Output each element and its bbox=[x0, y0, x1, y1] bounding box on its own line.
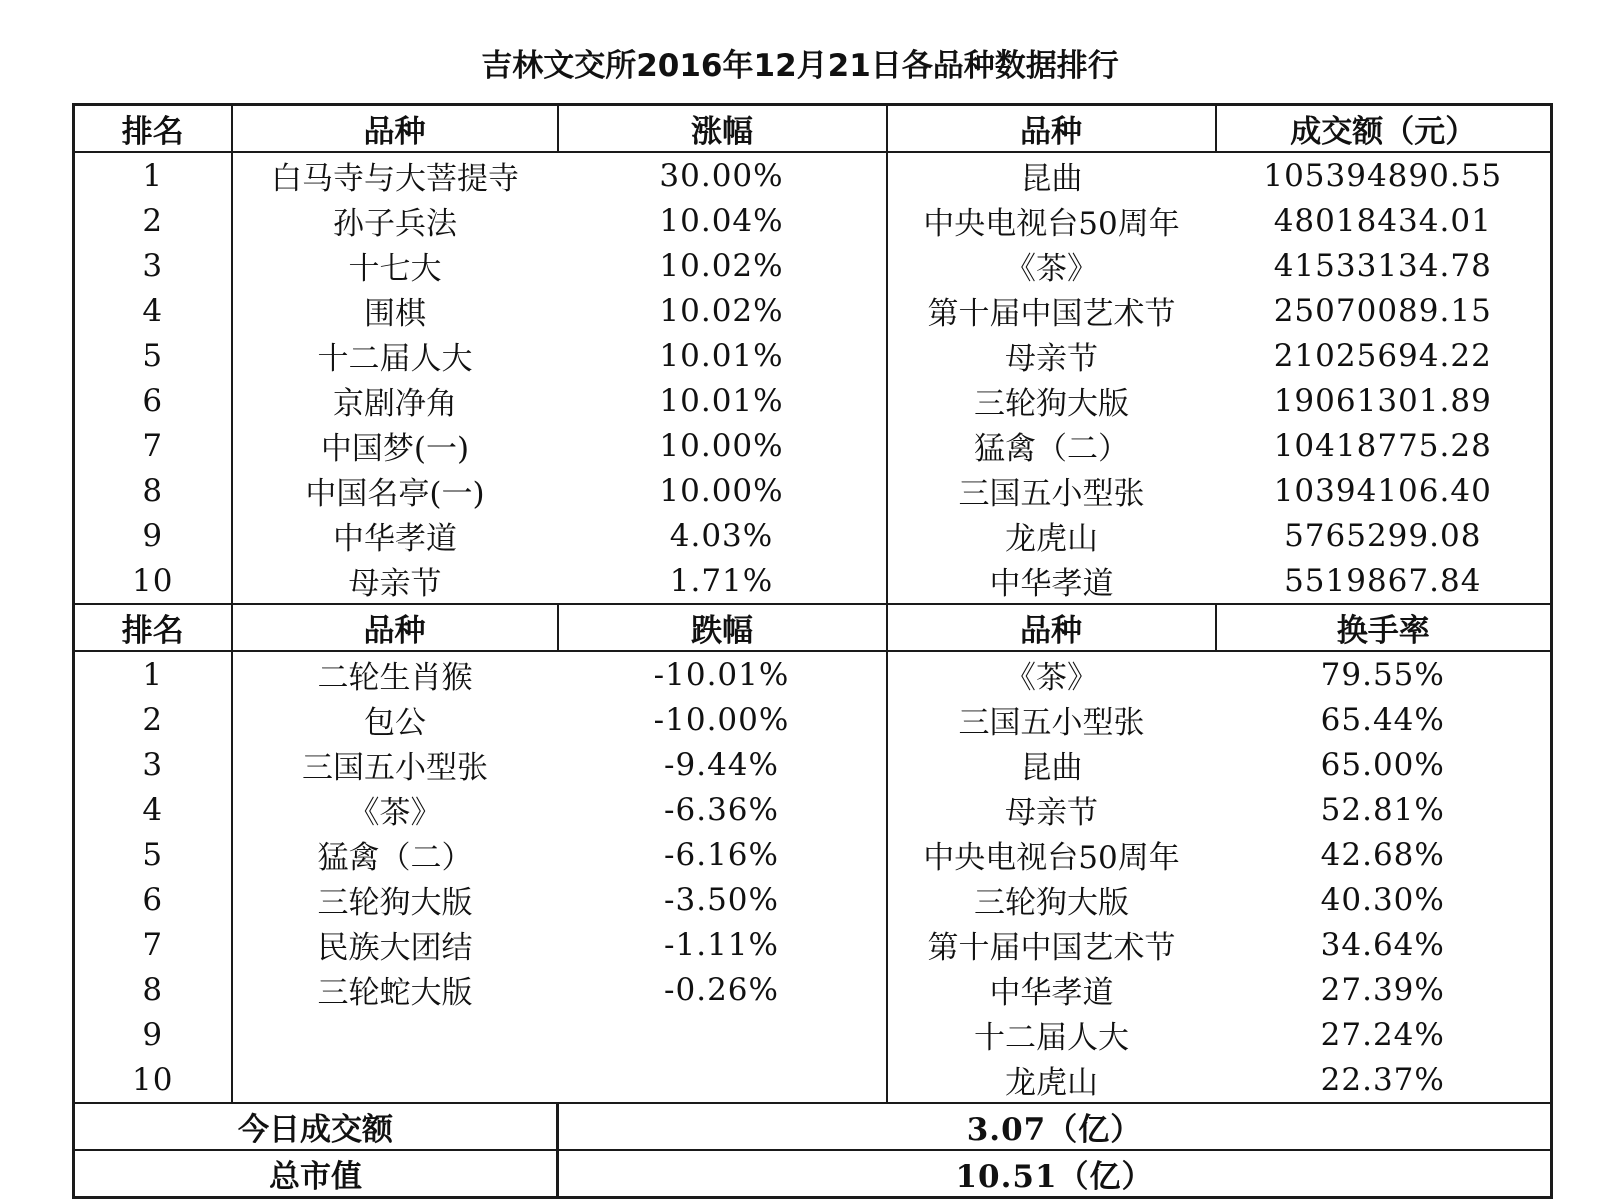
value-cell: 10394106.40 bbox=[1216, 468, 1552, 513]
variety-cell: 母亲节 bbox=[887, 333, 1216, 378]
variety-cell: 中华孝道 bbox=[887, 558, 1216, 604]
table-row bbox=[74, 651, 1552, 697]
variety-cell: 猛禽（二） bbox=[887, 423, 1216, 468]
variety-cell: 三国五小型张 bbox=[887, 697, 1216, 742]
variety-cell: 猛禽（二） bbox=[232, 832, 558, 877]
table-row bbox=[74, 832, 1552, 877]
table-row bbox=[74, 1057, 1552, 1103]
gainers-header-name: 品种 bbox=[232, 105, 558, 153]
variety-cell: 民族大团结 bbox=[232, 922, 558, 967]
variety-cell: 白马寺与大菩提寺 bbox=[232, 152, 558, 198]
table-row bbox=[74, 697, 1552, 742]
value-cell: 27.24% bbox=[1216, 1012, 1552, 1057]
change-cell: 10.04% bbox=[558, 198, 887, 243]
variety-cell: 母亲节 bbox=[232, 558, 558, 604]
change-cell: 1.71% bbox=[558, 558, 887, 604]
rank-cell: 1 bbox=[74, 651, 232, 697]
change-cell: 30.00% bbox=[558, 152, 887, 198]
summary-value: 3.07（亿） bbox=[558, 1103, 1552, 1150]
variety-cell: 《茶》 bbox=[887, 651, 1216, 697]
table-row bbox=[74, 468, 1552, 513]
summary-row bbox=[74, 1150, 1552, 1198]
change-cell: 10.00% bbox=[558, 468, 887, 513]
variety-cell: 中国梦(一) bbox=[232, 423, 558, 468]
table-row bbox=[74, 152, 1552, 198]
variety-cell: 昆曲 bbox=[887, 152, 1216, 198]
variety-cell: 中央电视台50周年 bbox=[887, 198, 1216, 243]
table-row bbox=[74, 922, 1552, 967]
gainers-header-value-name: 品种 bbox=[887, 105, 1216, 153]
change-cell: -10.01% bbox=[558, 651, 887, 697]
losers-header-value: 换手率 bbox=[1216, 604, 1552, 651]
variety-cell: 三国五小型张 bbox=[232, 742, 558, 787]
rank-cell: 7 bbox=[74, 423, 232, 468]
variety-cell: 龙虎山 bbox=[887, 1057, 1216, 1103]
table-row bbox=[74, 423, 1552, 468]
losers-header-row bbox=[74, 604, 1552, 651]
rank-cell: 8 bbox=[74, 468, 232, 513]
value-cell: 105394890.55 bbox=[1216, 152, 1552, 198]
rank-cell: 9 bbox=[74, 513, 232, 558]
value-cell: 25070089.15 bbox=[1216, 288, 1552, 333]
value-cell: 65.00% bbox=[1216, 742, 1552, 787]
empty-cell bbox=[232, 1012, 887, 1057]
variety-cell: 第十届中国艺术节 bbox=[887, 922, 1216, 967]
empty-cell bbox=[232, 1057, 887, 1103]
variety-cell: 十七大 bbox=[232, 243, 558, 288]
value-cell: 79.55% bbox=[1216, 651, 1552, 697]
table-row bbox=[74, 742, 1552, 787]
value-cell: 19061301.89 bbox=[1216, 378, 1552, 423]
summary-label: 今日成交额 bbox=[74, 1103, 558, 1150]
variety-cell: 十二届人大 bbox=[232, 333, 558, 378]
value-cell: 40.30% bbox=[1216, 877, 1552, 922]
change-cell: -6.16% bbox=[558, 832, 887, 877]
rank-cell: 9 bbox=[74, 1012, 232, 1057]
change-cell: 10.01% bbox=[558, 378, 887, 423]
value-cell: 22.37% bbox=[1216, 1057, 1552, 1103]
rank-cell: 4 bbox=[74, 787, 232, 832]
variety-cell: 昆曲 bbox=[887, 742, 1216, 787]
table-row bbox=[74, 288, 1552, 333]
summary-row bbox=[74, 1103, 1552, 1150]
rank-cell: 8 bbox=[74, 967, 232, 1012]
variety-cell: 三国五小型张 bbox=[887, 468, 1216, 513]
change-cell: -6.36% bbox=[558, 787, 887, 832]
table-row bbox=[74, 513, 1552, 558]
variety-cell: 三轮蛇大版 bbox=[232, 967, 558, 1012]
rank-cell: 6 bbox=[74, 877, 232, 922]
variety-cell: 《茶》 bbox=[232, 787, 558, 832]
variety-cell: 中国名亭(一) bbox=[232, 468, 558, 513]
change-cell: 10.00% bbox=[558, 423, 887, 468]
rank-cell: 2 bbox=[74, 697, 232, 742]
change-cell: -1.11% bbox=[558, 922, 887, 967]
losers-header-change: 跌幅 bbox=[558, 604, 887, 651]
value-cell: 21025694.22 bbox=[1216, 333, 1552, 378]
table-row bbox=[74, 558, 1552, 604]
rank-cell: 10 bbox=[74, 558, 232, 604]
rank-cell: 5 bbox=[74, 832, 232, 877]
table-row bbox=[74, 378, 1552, 423]
rank-cell: 1 bbox=[74, 152, 232, 198]
rank-cell: 7 bbox=[74, 922, 232, 967]
change-cell: -9.44% bbox=[558, 742, 887, 787]
variety-cell: 三轮狗大版 bbox=[887, 877, 1216, 922]
change-cell: -0.26% bbox=[558, 967, 887, 1012]
value-cell: 65.44% bbox=[1216, 697, 1552, 742]
change-cell: 10.01% bbox=[558, 333, 887, 378]
table-row bbox=[74, 787, 1552, 832]
variety-cell: 三轮狗大版 bbox=[232, 877, 558, 922]
table-row bbox=[74, 333, 1552, 378]
variety-cell: 《茶》 bbox=[887, 243, 1216, 288]
variety-cell: 中华孝道 bbox=[232, 513, 558, 558]
variety-cell: 京剧净角 bbox=[232, 378, 558, 423]
losers-header-rank: 排名 bbox=[74, 604, 232, 651]
change-cell: 4.03% bbox=[558, 513, 887, 558]
value-cell: 5519867.84 bbox=[1216, 558, 1552, 604]
variety-cell: 十二届人大 bbox=[887, 1012, 1216, 1057]
summary-value: 10.51（亿） bbox=[558, 1150, 1552, 1198]
gainers-header-rank: 排名 bbox=[74, 105, 232, 153]
gainers-header-change: 涨幅 bbox=[558, 105, 887, 153]
value-cell: 27.39% bbox=[1216, 967, 1552, 1012]
value-cell: 5765299.08 bbox=[1216, 513, 1552, 558]
rank-cell: 3 bbox=[74, 243, 232, 288]
table-row bbox=[74, 198, 1552, 243]
variety-cell: 包公 bbox=[232, 697, 558, 742]
gainers-header-value: 成交额（元） bbox=[1216, 105, 1552, 153]
change-cell: -3.50% bbox=[558, 877, 887, 922]
losers-header-value-name: 品种 bbox=[887, 604, 1216, 651]
value-cell: 10418775.28 bbox=[1216, 423, 1552, 468]
variety-cell: 第十届中国艺术节 bbox=[887, 288, 1216, 333]
variety-cell: 中华孝道 bbox=[887, 967, 1216, 1012]
value-cell: 42.68% bbox=[1216, 832, 1552, 877]
table-row bbox=[74, 877, 1552, 922]
table-row bbox=[74, 967, 1552, 1012]
variety-cell: 中央电视台50周年 bbox=[887, 832, 1216, 877]
rank-cell: 3 bbox=[74, 742, 232, 787]
table-row bbox=[74, 1012, 1552, 1057]
value-cell: 34.64% bbox=[1216, 922, 1552, 967]
summary-label: 总市值 bbox=[74, 1150, 558, 1198]
change-cell: 10.02% bbox=[558, 243, 887, 288]
variety-cell: 孙子兵法 bbox=[232, 198, 558, 243]
rank-cell: 10 bbox=[74, 1057, 232, 1103]
variety-cell: 三轮狗大版 bbox=[887, 378, 1216, 423]
rank-cell: 6 bbox=[74, 378, 232, 423]
rank-cell: 4 bbox=[74, 288, 232, 333]
value-cell: 41533134.78 bbox=[1216, 243, 1552, 288]
losers-header-name: 品种 bbox=[232, 604, 558, 651]
change-cell: -10.00% bbox=[558, 697, 887, 742]
table-title: 吉林文交所2016年12月21日各品种数据排行 bbox=[481, 48, 1119, 84]
variety-cell: 母亲节 bbox=[887, 787, 1216, 832]
variety-cell: 龙虎山 bbox=[887, 513, 1216, 558]
rank-cell: 5 bbox=[74, 333, 232, 378]
gainers-header-row bbox=[74, 105, 1552, 153]
rank-cell: 2 bbox=[74, 198, 232, 243]
value-cell: 48018434.01 bbox=[1216, 198, 1552, 243]
ranking-table bbox=[72, 103, 1553, 1199]
change-cell: 10.02% bbox=[558, 288, 887, 333]
value-cell: 52.81% bbox=[1216, 787, 1552, 832]
variety-cell: 二轮生肖猴 bbox=[232, 651, 558, 697]
table-row bbox=[74, 243, 1552, 288]
variety-cell: 围棋 bbox=[232, 288, 558, 333]
